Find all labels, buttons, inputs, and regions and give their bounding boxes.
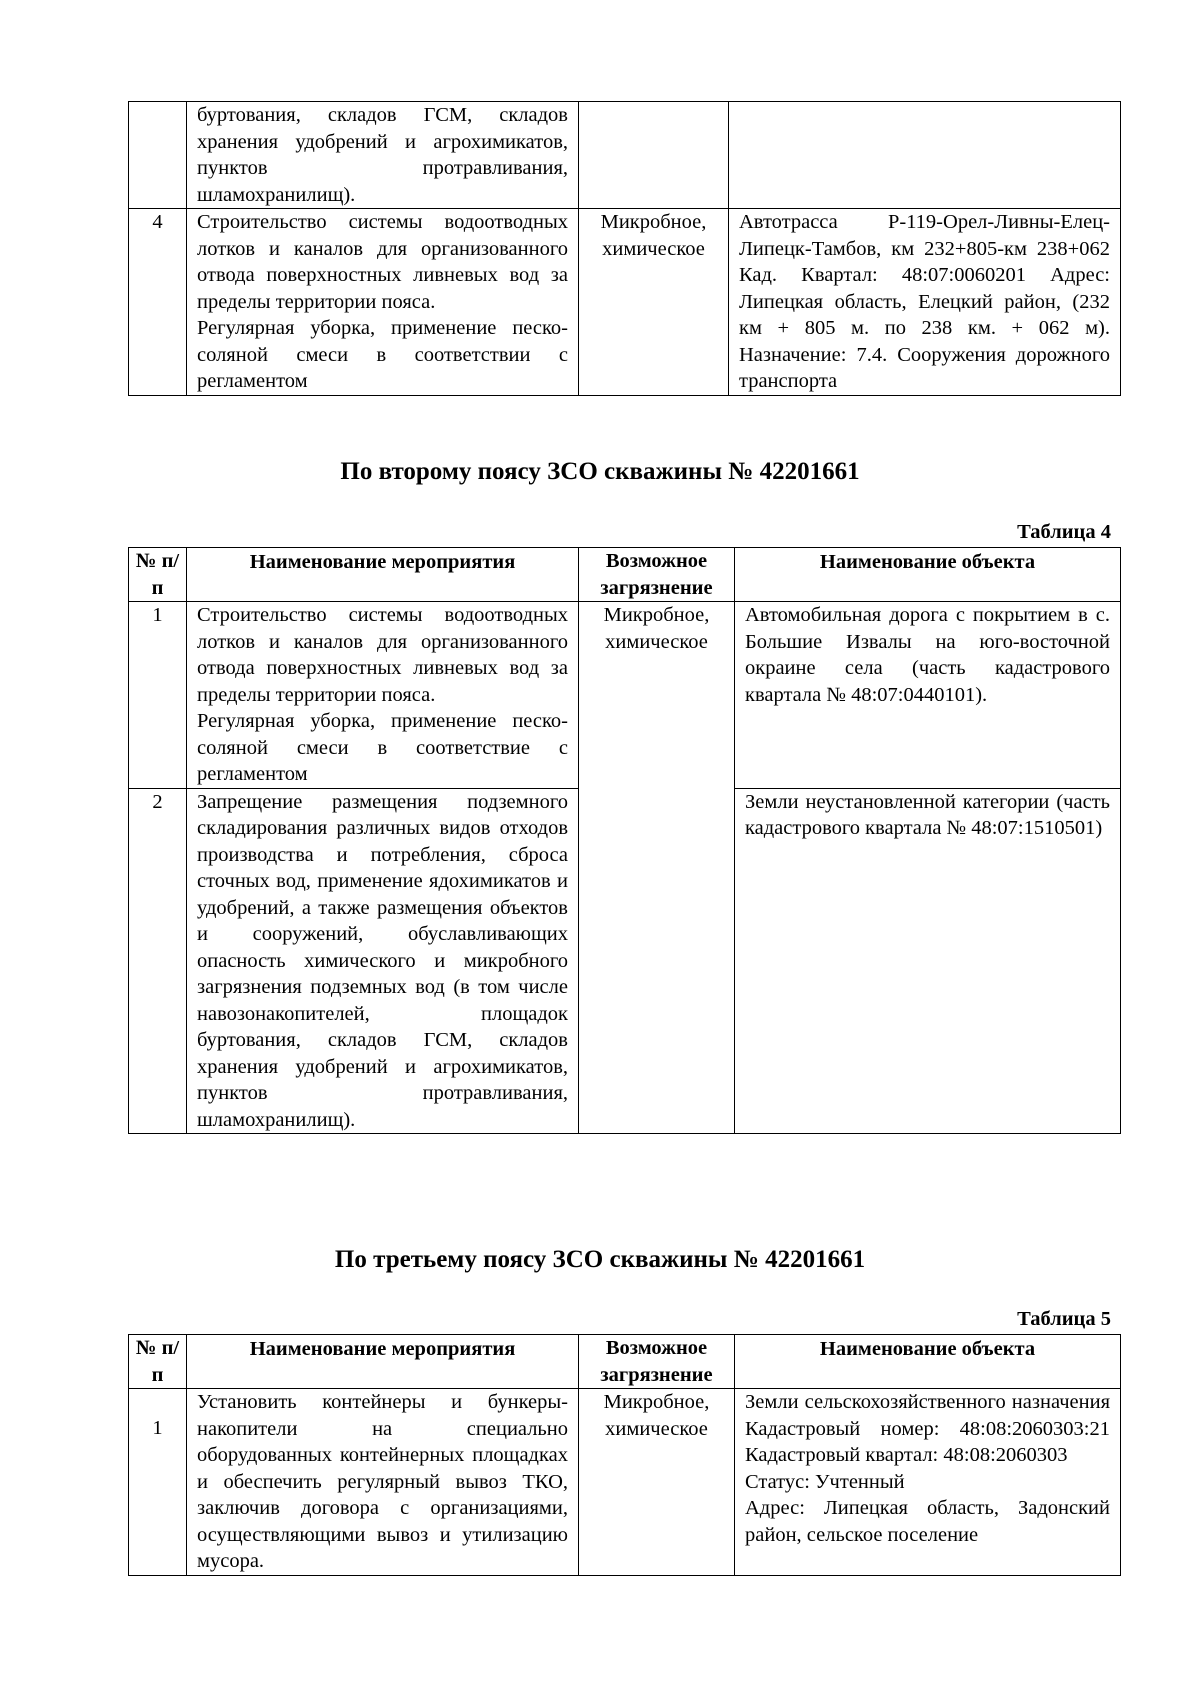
measure-text: Строительство системы водоотводных лотков и каналов для организованного отвода поверхностных ливневых вод за пределы территории пояса.	[197, 211, 568, 313]
measure-text-2: Регулярная уборка, применение песко-соляной смеси в соответствие с регламентом	[197, 710, 568, 785]
object-cell	[729, 102, 1121, 209]
object-cell: Земли неустановленной категории (часть кадастрового квартала № 48:07:1510501)	[735, 788, 1121, 1134]
zone-3-table	[128, 1334, 1121, 1576]
header-pollution: Возможное загрязнение	[579, 1335, 735, 1389]
object-address: Адрес: Липецкая область, Задонский район, сельское поселение	[745, 1497, 1110, 1546]
row-number: 1	[129, 1389, 187, 1576]
pollution-cell	[579, 102, 729, 209]
measure-cell: Установить контейнеры и бункеры-накопители на специально оборудованных контейнерных площадках и обеспечить регулярный вывоз ТКО, заключив договора с организациями, осуществляющими вывоз и утилизацию мусора.	[187, 1389, 579, 1576]
object-status: Статус: Учтенный	[745, 1470, 905, 1493]
pollution-cell: Микробное, химическое	[579, 1389, 735, 1576]
row-number: 4	[129, 209, 187, 396]
pollution-cell: Микробное, химическое	[579, 602, 735, 1134]
measure-cell	[187, 209, 579, 396]
table-header-row	[129, 548, 1121, 602]
table-header-row	[129, 1335, 1121, 1389]
header-pollution: Возможное загрязнение	[579, 548, 735, 602]
row-number	[129, 102, 187, 209]
measure-cell: Запрещение размещения подземного складирования различных видов отходов производства и потребления, сброса сточных вод, применение ядохимикатов и удобрений, а также размещения объектов и сооружений, обуславливающих опасность химического и микробного загрязнения подземных вод (в том числе навозонакопителей, площадок буртования, складов ГСМ, складов хранения удобрений и агрохимикатов, пунктов протравливания, шламохранилищ).	[187, 788, 579, 1134]
header-number: № п/п	[129, 1335, 187, 1389]
table-row	[129, 102, 1121, 209]
table-label-4: Таблица 4	[1017, 521, 1111, 543]
header-object: Наименование объекта	[735, 548, 1121, 602]
pollution-cell: Микробное, химическое	[579, 209, 729, 396]
table-label-5: Таблица 5	[1017, 1308, 1111, 1330]
object-text: Земли сельскохозяйственного назначения Кадастровый номер: 48:08:2060303:21 Кадастровый квартал: 48:08:2060303	[745, 1391, 1110, 1466]
measure-cell	[187, 602, 579, 789]
header-number: № п/п	[129, 548, 187, 602]
table-row	[129, 602, 1121, 789]
section-title-zone-3: По третьему поясу ЗСО скважины № 42201661	[334, 1246, 866, 1273]
header-measure: Наименование мероприятия	[187, 1335, 579, 1389]
header-object: Наименование объекта	[735, 1335, 1121, 1389]
measure-text-2: Регулярная уборка, применение песко-соляной смеси в соответствии с регламентом	[197, 317, 568, 392]
continuation-table	[128, 101, 1121, 396]
measure-text: Строительство системы водоотводных лотков и каналов для организованного отвода поверхностных ливневых вод за пределы территории пояса.	[197, 604, 568, 706]
object-cell: Автотрасса Р-119-Орел-Ливны-Елец-Липецк-Тамбов, км 232+805-км 238+062 Кад. Квартал: 48:07:0060201 Адрес: Липецкая область, Елецкий район, (232 км + 805 м. по 238 км. + 062 м). Назначение: 7.4. Сооружения дорожного транспорта	[729, 209, 1121, 396]
section-title-zone-2: По второму поясу ЗСО скважины № 42201661	[340, 458, 860, 485]
object-cell: Автомобильная дорога с покрытием в с. Большие Извалы на юго-восточной окраине села (часть кадастрового квартала № 48:07:0440101).	[735, 602, 1121, 789]
measure-cell: буртования, складов ГСМ, складов хранения удобрений и агрохимикатов, пунктов протравливания, шламохранилищ).	[187, 102, 579, 209]
table-row	[129, 1389, 1121, 1576]
row-number: 2	[129, 788, 187, 1134]
row-number: 1	[129, 602, 187, 789]
header-measure: Наименование мероприятия	[187, 548, 579, 602]
zone-2-table	[128, 547, 1121, 1134]
table-row	[129, 209, 1121, 396]
object-cell	[735, 1389, 1121, 1576]
